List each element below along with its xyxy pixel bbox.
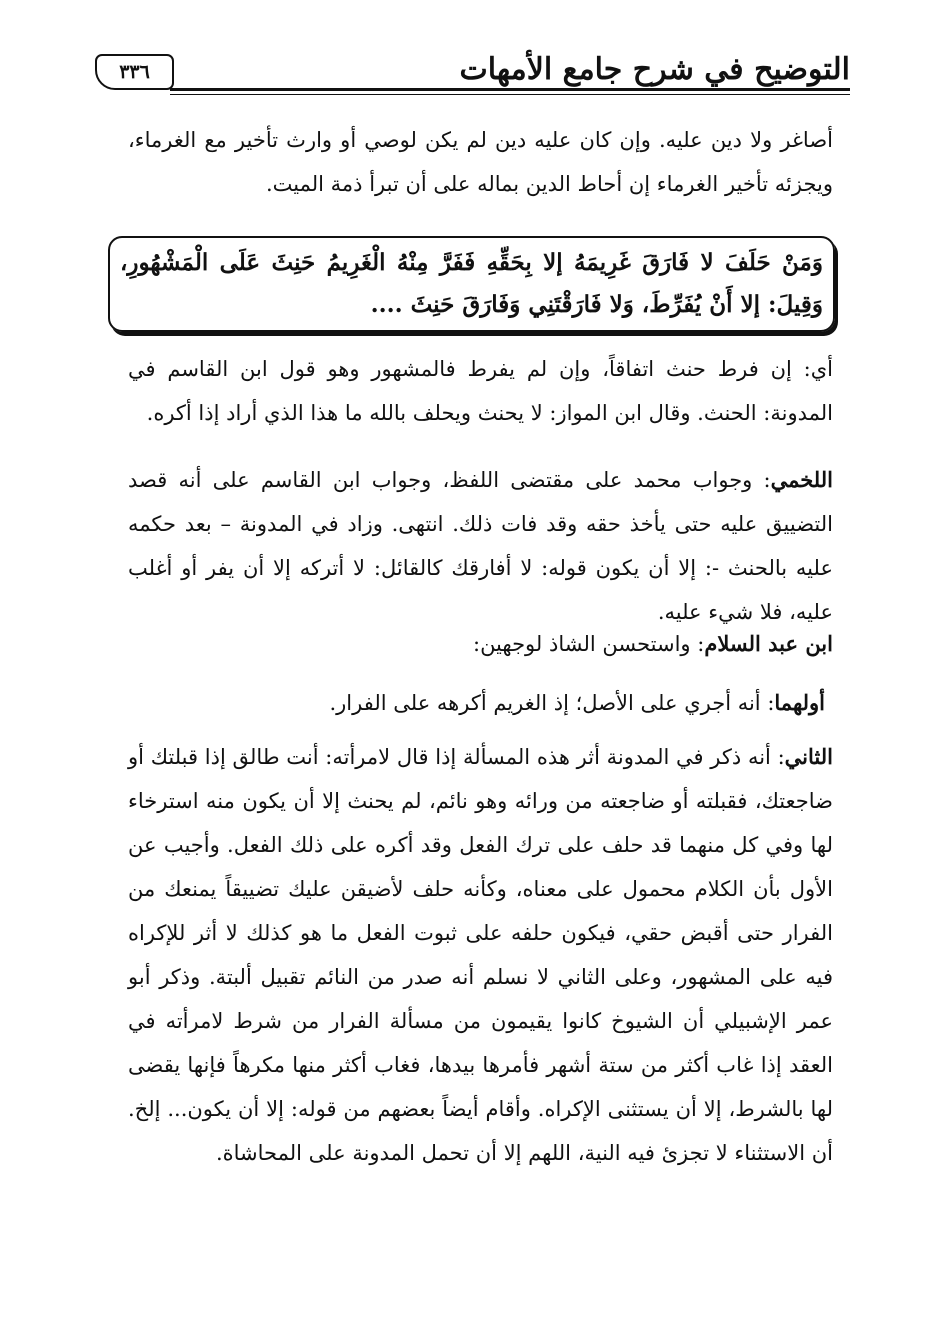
- book-title: التوضيح في شرح جامع الأمهات: [459, 52, 850, 87]
- paragraph-2: أي: إن فرط حنث اتفاقاً، وإن لم يفرط فالمشهور وهو قول ابن القاسم في المدونة: الحنث. وقال ابن المواز: لا يحنث ويحلف بالله ما هذا الذي أراد إذا أكره.: [128, 357, 833, 425]
- first-reason-label: أولهما: [774, 690, 825, 715]
- page-number: ٣٣٦: [95, 54, 174, 90]
- paragraph-3: [128, 458, 833, 634]
- scholar-name-lakhmi: اللخمي: [770, 467, 833, 492]
- matn-text: وَمَنْ حَلَفَ لا فَارَقَ غَرِيمَهُ إلا بِحَقِّهِ فَفَرَّ مِنْهُ الْغَرِيمُ حَنِثَ عَلَى الْمَشْهُورِ، وَقِيلَ: إلا أَنْ يُفَرِّطَ، وَلا فَارَقْتَنِي وَفَارَقَ حَنِثَ ....: [120, 249, 823, 318]
- paragraph-1: أصاغر ولا دين عليه. وإن كان عليه دين لم يكن لوصي أو وارث تأخير مع الغرماء، ويجزئه تأخير الغرماء إن أحاط الدين بماله على أن تبرأ ذمة الميت.: [128, 128, 833, 196]
- paragraph-4: [128, 622, 833, 666]
- paragraph-3-text: : وجواب محمد على مقتضى اللفظ، وجواب ابن القاسم على أنه قصد التضييق عليه حتى يأخذ حقه وقد فات ذلك. انتهى. وزاد في المدونة – بعد حكمه عليه بالحنث -: إلا أن يكون قوله: لا أفارقك كالقائل: لا أتركه إلا أن يفر أو أغلب عليه، فلا شيء عليه.: [128, 468, 833, 624]
- matn-text-box: [108, 236, 835, 332]
- paragraph-6-text: : أنه ذكر في المدونة أثر هذه المسألة إذا قال لامرأته: أنت طالق إذا قبلتك أو ضاجعتك، فقبلته أو ضاجعته من ورائه وهو نائم، لم يحنث إلا أن يكون منه استرخاء لها وفي كل منهما قد حلف على ترك الفعل وقد أكره على ذلك الفعل. وأجيب عن الأول بأن الكلام محمول على معناه، وكأنه حلف لأضيقن عليك تضييقاً يمنعك من الفرار حتى أقبض حقي، فيكون حلفه على ثبوت الفعل ما هو كذلك لا أثر للإكراه فيه على المشهور، وعلى الثاني لا نسلم أنه صدر من النائم تقبيل ألبتة. وذكر أبو عمر الإشبيلي أن الشيوخ كانوا يقيمون من مسألة الفرار من شرط لامرأته في العقد إذا غاب أكثر من ستة أشهر فأمرها بيدها، فغاب أكثر منها مكرهاً فإنها يقضى لها بالشرط، إلا أن يستثنى الإكراه. وأقام أيضاً بعضهم من قوله: إلا أن يكون... إلخ. أن الاستثناء لا تجزئ فيه النية، اللهم إلا أن تحمل المدونة على المحاشاة.: [128, 745, 833, 1165]
- paragraph-5: [140, 681, 825, 725]
- scholar-name-ibn-abd-alsalam: ابن عبد السلام: [704, 631, 833, 656]
- header-rule-thin: [170, 94, 850, 95]
- paragraph-6: [128, 735, 833, 1245]
- running-header: [95, 44, 850, 100]
- paragraph-4-text: : واستحسن الشاذ لوجهين:: [473, 632, 705, 656]
- header-rule: [170, 88, 850, 91]
- second-reason-label: الثاني: [784, 744, 833, 769]
- paragraph-5-text: : أنه أجري على الأصل؛ إذ الغريم أكرهه على الفرار.: [329, 691, 775, 715]
